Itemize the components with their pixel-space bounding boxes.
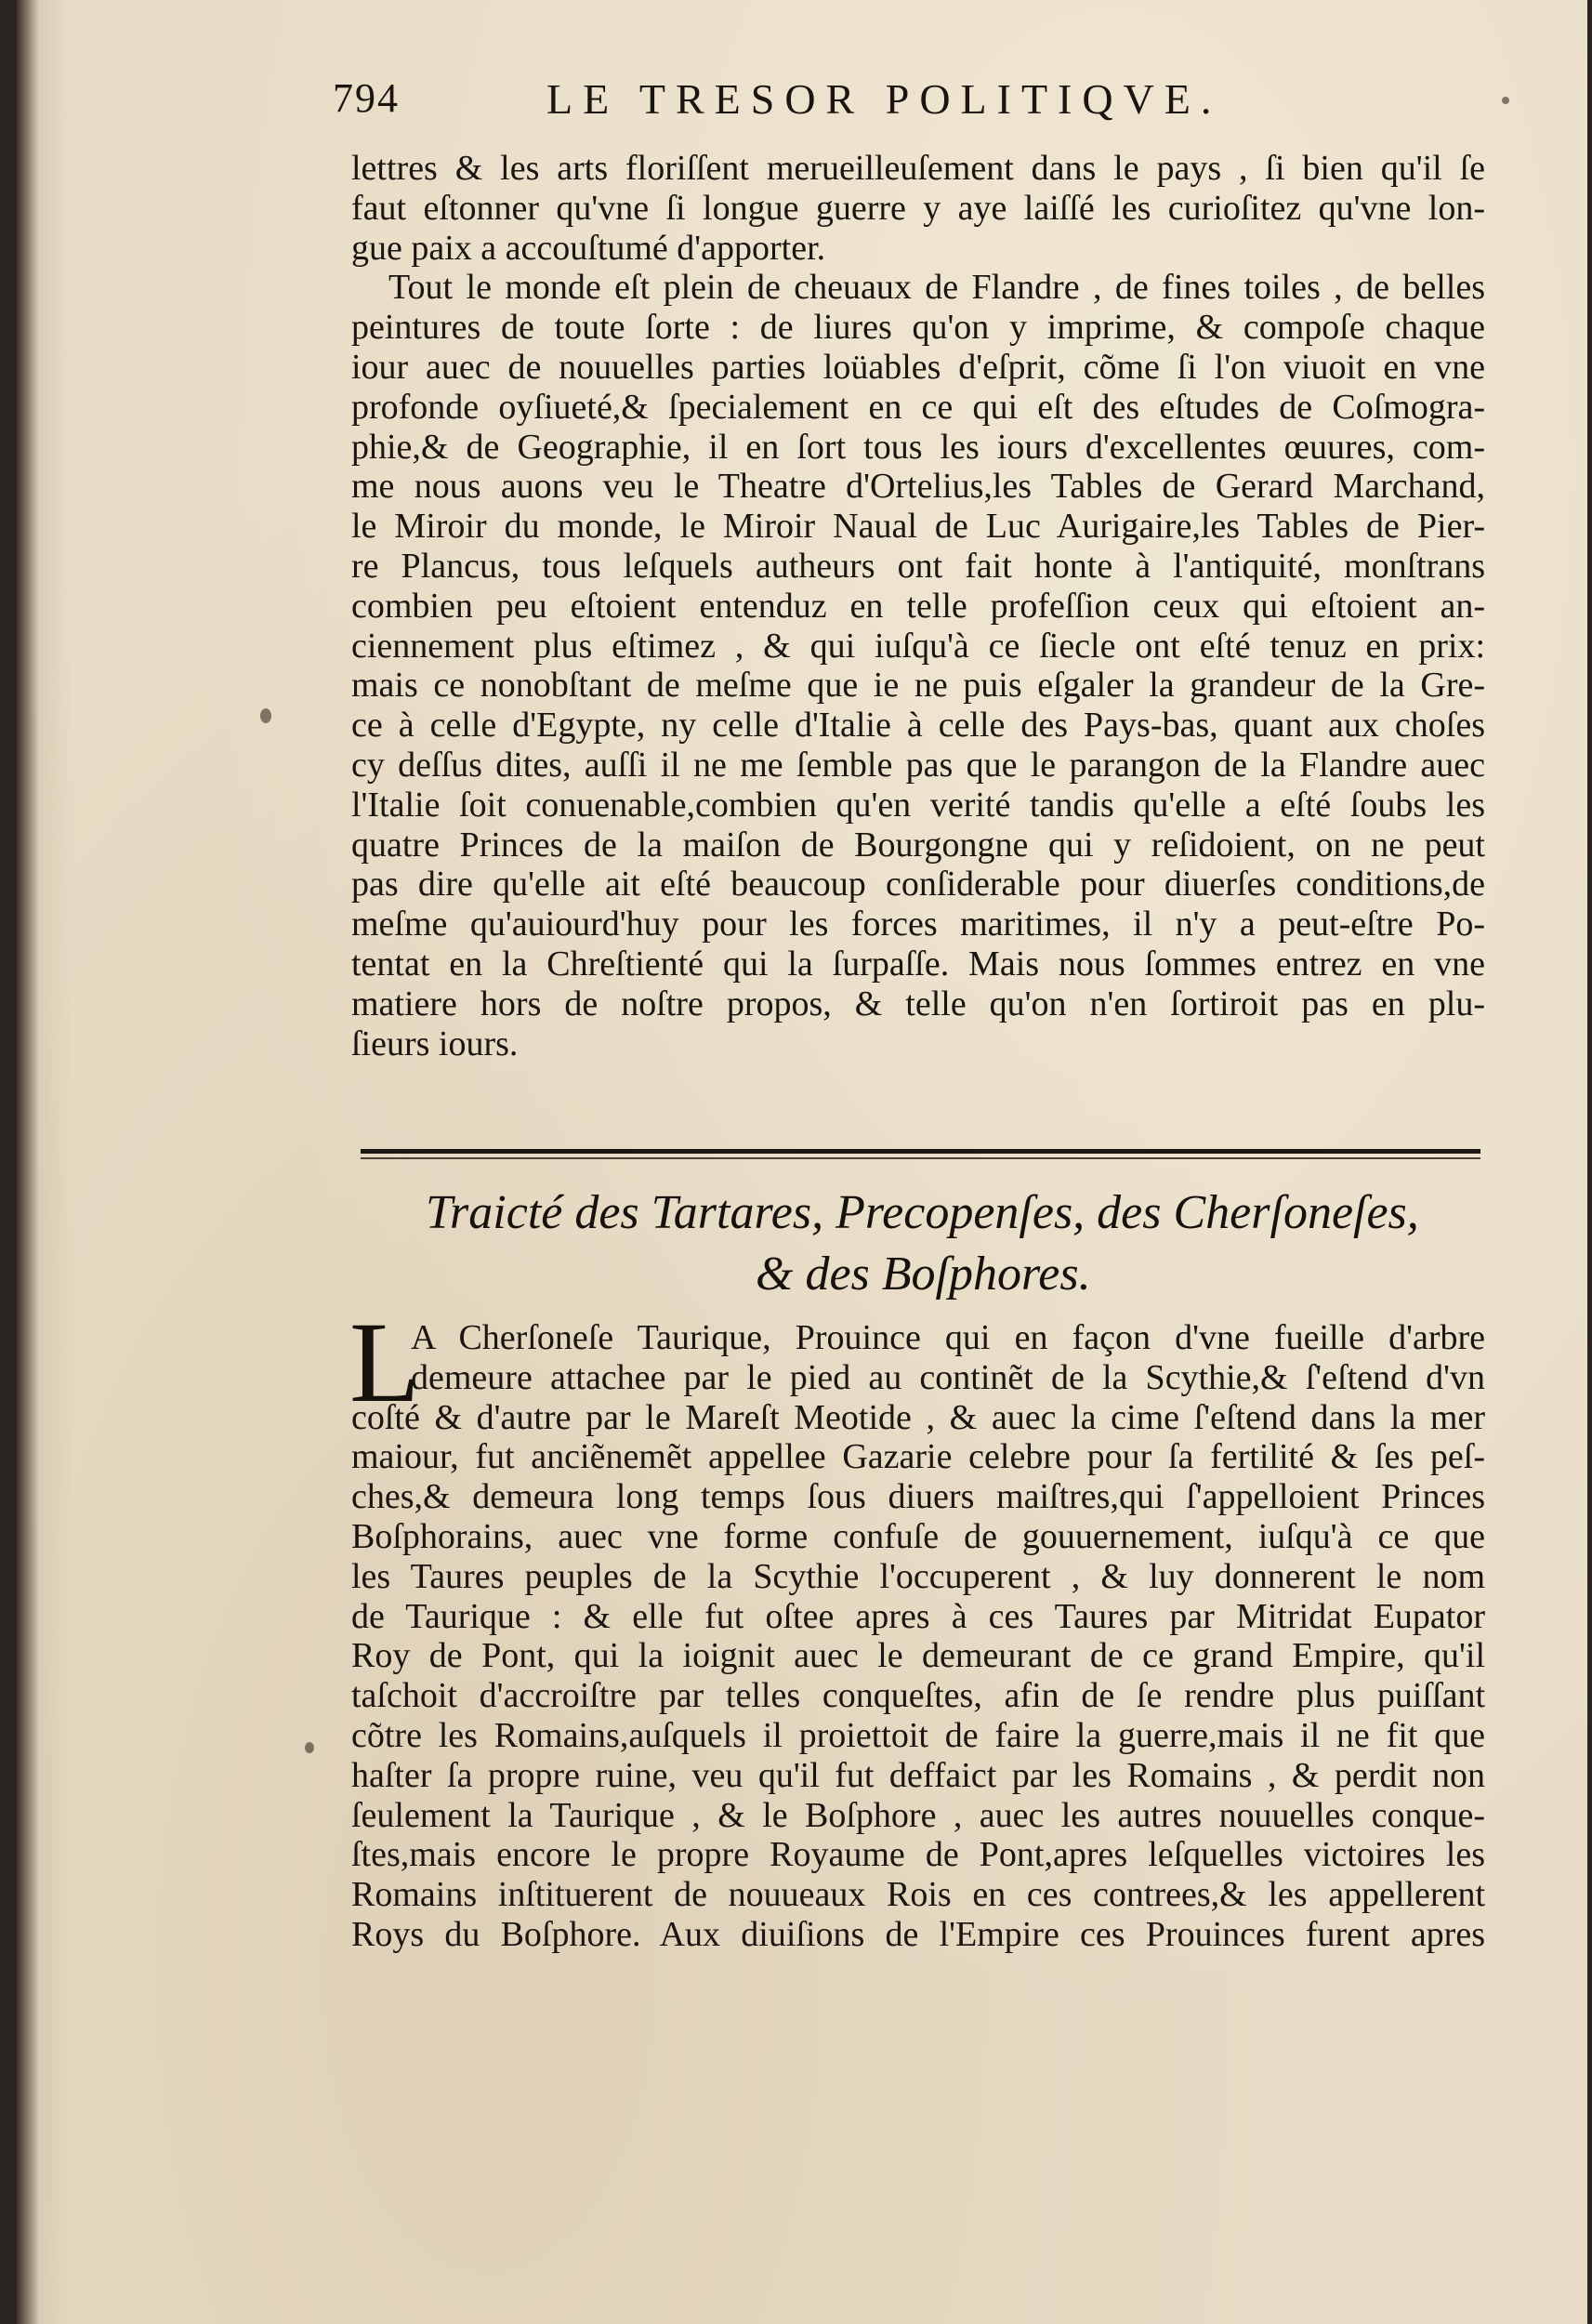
text-line: peintures de toute ſorte : de liures qu'on y imprime, & compoſe chaque [351, 308, 1485, 348]
text-line: lettres & les arts floriſſent merueilleuſement dans le pays , ſi bien qu'il ſe [351, 149, 1485, 188]
margin-ink-mark [260, 708, 271, 723]
text-line: tentat en la Chreſtienté qui la ſurpaſſe. Mais nous ſommes entrez en vne [351, 944, 1485, 984]
section-2-text [351, 1318, 1485, 1955]
text-line: cõtre les Romains,auſquels il proiettoit de faire la guerre,mais il ne fit que [351, 1715, 1485, 1755]
text-line: de Taurique : & elle fut oſtee apres à ces Taures par Mitridat Eupator [351, 1596, 1485, 1636]
text-line: pas dire qu'elle ait eſté beaucoup conſiderable pour diuerſes conditions,de [351, 865, 1485, 905]
section-title [426, 1182, 1448, 1305]
text-line: Boſphorains, auec vne forme confuſe de gouuernement, iuſqu'à ce que [351, 1516, 1485, 1556]
book-page [17, 0, 1587, 2324]
text-line: combien peu eſtoient entenduz en telle profeſſion ceux qui eſtoient an- [351, 586, 1485, 626]
text-line: re Plancus, tous leſquels autheurs ont fait honte à l'antiquité, monſtrans [351, 546, 1485, 586]
section-divider-rule [361, 1149, 1480, 1154]
text-line: gue paix a accouſtumé d'apporter. [351, 228, 826, 268]
text-line: ciennement plus eſtimez , & qui iuſqu'à ce ſiecle ont eſté tenuz en prix: [351, 626, 1485, 666]
text-line: les Taures peuples de la Scythie l'occuperent , & luy donnerent le nom [351, 1556, 1485, 1596]
text-line: haſter ſa propre ruine, veu qu'il fut deffaict par les Romains , & perdit non [351, 1755, 1485, 1795]
text-line: ches,& demeura long temps ſous diuers maiſtres,qui ſ'appelloient Princes [351, 1477, 1485, 1517]
text-line: phie,& de Geographie, il en ſort tous les iours d'excellentes œuures, com- [351, 427, 1485, 467]
text-line: A Cherſoneſe Taurique, Prouince qui en façon d'vne fueille d'arbre [411, 1318, 1485, 1357]
text-line: ſeulement la Taurique , & le Boſphore , auec les autres nouuelles conque- [351, 1795, 1485, 1835]
section-divider-thin-rule [361, 1157, 1480, 1159]
margin-ink-mark [305, 1742, 314, 1753]
text-line: ſieurs iours. [351, 1023, 519, 1063]
section-title-line-1: Traicté des Tartares, Precopenſes, des Cherſoneſes, [426, 1186, 1419, 1239]
text-line: me nous auons veu le Theatre d'Ortelius,les Tables de Gerard Marchand, [351, 467, 1485, 507]
text-line: le Miroir du monde, le Miroir Naual de Luc Aurigaire,les Tables de Pier- [351, 507, 1485, 547]
text-line: ſtes,mais encore le propre Royaume de Pont,apres leſquelles victoires les [351, 1835, 1485, 1875]
drop-cap-initial: L [349, 1299, 420, 1426]
text-line: demeure attachee par le pied au continẽt de la Scythie,& ſ'eſtend d'vn [411, 1357, 1485, 1397]
text-line: mais ce nonobſtant de meſme que ie ne puis eſgaler la grandeur de la Gre- [351, 666, 1485, 706]
text-line: ce à celle d'Egypte, ny celle d'Italie à celle des Pays-bas, quant aux choſes [351, 706, 1485, 746]
text-line: Roys du Boſphore. Aux diuiſions de l'Empire ces Prouinces furent apres [351, 1914, 1485, 1954]
text-line: Roy de Pont, qui la ioignit auec le demeurant de ce grand Empire, qu'il [351, 1636, 1485, 1676]
text-line: maiour, fut anciẽnemẽt appellee Gazarie celebre pour ſa fertilité & ſes peſ- [351, 1437, 1485, 1477]
text-line: Romains inſtituerent de nouueaux Rois en ces contrees,& les appellerent [351, 1875, 1485, 1915]
text-line: profonde oyſiueté,& ſpecialement en ce qui eſt des eſtudes de Coſmogra- [351, 387, 1485, 427]
text-line: taſchoit d'accroiſtre par telles conqueſtes, afin de ſe rendre plus puiſſant [351, 1676, 1485, 1716]
section-1-text [351, 149, 1485, 1063]
text-line: coſté & d'autre par le Mareſt Meotide , & auec la cime ſ'eſtend dans la mer [351, 1397, 1485, 1437]
text-line: meſme qu'auiourd'huy pour les forces maritimes, il n'y a peut-eſtre Po- [351, 905, 1485, 944]
margin-ink-mark [1502, 97, 1509, 104]
text-line: cy deſſus dites, auſſi il ne me ſemble pas que le parangon de la Flandre auec [351, 745, 1485, 785]
text-line: quatre Princes de la maiſon de Bourgongne qui y reſidoient, on ne peut [351, 825, 1485, 865]
page-gutter-shadow [17, 0, 39, 2324]
text-line: l'Italie ſoit conuenable,combien qu'en verité tandis qu'elle a eſté ſoubs les [351, 785, 1485, 825]
text-line: matiere hors de noſtre propos, & telle qu'on n'en ſortiroit pas en plu- [351, 984, 1485, 1023]
page-number: 794 [333, 75, 400, 121]
section-title-line-2: & des Boſphores. [756, 1248, 1091, 1301]
text-line: faut eſtonner qu'vne ſi longue guerre y aye laiſſé les curioſitez qu'vne lon- [351, 188, 1485, 228]
paragraph-start-line: Tout le monde eſt plein de cheuaux de Flandre , de fines toiles , de belles [388, 268, 1485, 308]
running-title: LE TRESOR POLITIQVE. [546, 75, 1222, 123]
page-header [333, 74, 1541, 139]
text-line: iour auec de nouuelles parties loüables d'eſprit, cõme ſi l'on viuoit en vne [351, 347, 1485, 387]
